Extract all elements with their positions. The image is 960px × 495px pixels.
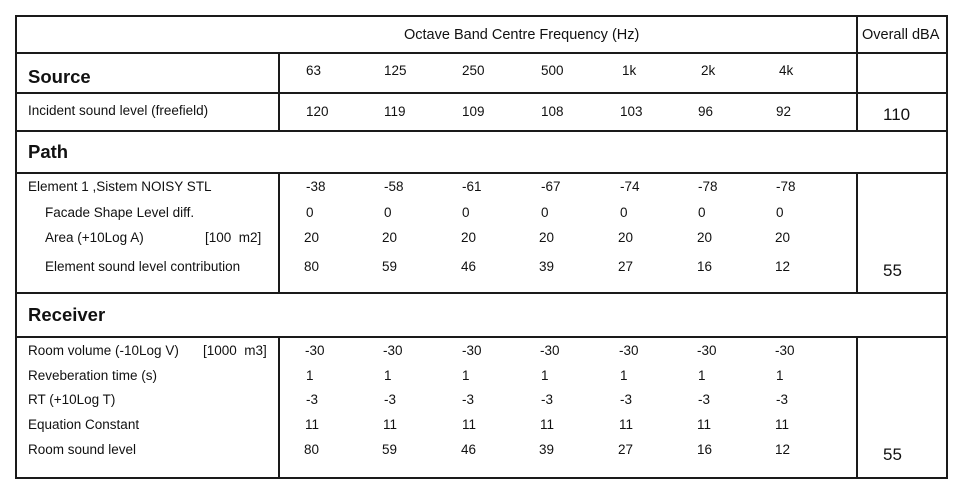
cell-value: 20 bbox=[382, 230, 398, 245]
cell-value: 16 bbox=[697, 259, 713, 274]
cell-value: -30 bbox=[462, 343, 482, 358]
row-label: Facade Shape Level diff. bbox=[45, 205, 195, 220]
cell-value: 46 bbox=[461, 442, 477, 457]
table-border-top bbox=[15, 15, 948, 17]
cell-value: 0 bbox=[462, 205, 470, 220]
cell-value: 96 bbox=[698, 104, 714, 119]
cell-value: 119 bbox=[384, 104, 406, 119]
source-overall-value: 110 bbox=[883, 105, 911, 124]
frequency-label: 500 bbox=[541, 63, 564, 78]
receiver-overall-value: 55 bbox=[883, 445, 902, 464]
row-label: Room volume (-10Log V) bbox=[28, 343, 179, 358]
row-label: Element 1 ,Sistem NOISY STL bbox=[28, 179, 212, 194]
row-label: Incident sound level (freefield) bbox=[28, 103, 209, 118]
cell-value: 0 bbox=[306, 205, 314, 220]
cell-value: 92 bbox=[776, 104, 792, 119]
cell-value: 39 bbox=[539, 442, 555, 457]
row-label: Equation Constant bbox=[28, 417, 140, 432]
row-label: Reveberation time (s) bbox=[28, 368, 158, 383]
overall-dba-title: Overall dBA bbox=[862, 27, 940, 43]
cell-value: 1 bbox=[541, 368, 549, 383]
rule-under-path-rows bbox=[15, 292, 948, 294]
cell-value: 12 bbox=[775, 442, 791, 457]
cell-value: 1 bbox=[620, 368, 628, 383]
rule-overall-col-1 bbox=[856, 52, 858, 132]
row-label: RT (+10Log T) bbox=[28, 392, 116, 407]
cell-value: -78 bbox=[776, 179, 796, 194]
cell-value: 59 bbox=[382, 442, 398, 457]
frequency-label: 1k bbox=[622, 63, 637, 78]
cell-value: 0 bbox=[384, 205, 392, 220]
table-border-bottom bbox=[15, 477, 948, 479]
cell-value: 0 bbox=[620, 205, 628, 220]
cell-value: 12 bbox=[775, 259, 791, 274]
cell-value: 120 bbox=[306, 104, 329, 119]
cell-value: -30 bbox=[383, 343, 403, 358]
cell-value: 20 bbox=[697, 230, 713, 245]
cell-value: -74 bbox=[620, 179, 640, 194]
cell-value: -38 bbox=[306, 179, 326, 194]
frequency-label: 4k bbox=[779, 63, 794, 78]
row-label: Room sound level bbox=[28, 442, 137, 457]
cell-value: -30 bbox=[697, 343, 717, 358]
rule-label-col-3 bbox=[278, 336, 280, 479]
rule-under-receiver-title bbox=[15, 336, 948, 338]
frequency-label: 2k bbox=[701, 63, 716, 78]
rule-overall-col-3 bbox=[856, 336, 858, 479]
cell-value: 1 bbox=[462, 368, 470, 383]
cell-value: 46 bbox=[461, 259, 477, 274]
cell-value: -3 bbox=[620, 392, 633, 407]
cell-value: 11 bbox=[697, 417, 712, 432]
cell-value: 0 bbox=[541, 205, 549, 220]
cell-value: -58 bbox=[384, 179, 404, 194]
row-unit: [1000 m3] bbox=[203, 343, 267, 358]
cell-value: -61 bbox=[462, 179, 482, 194]
cell-value: 20 bbox=[461, 230, 477, 245]
cell-value: -30 bbox=[619, 343, 639, 358]
table-border-left bbox=[15, 15, 17, 479]
cell-value: 20 bbox=[775, 230, 791, 245]
cell-value: -3 bbox=[541, 392, 554, 407]
cell-value: 20 bbox=[304, 230, 320, 245]
receiver-section-title: Receiver bbox=[28, 304, 106, 325]
rule-under-path-title bbox=[15, 172, 948, 174]
rule-under-source-row bbox=[15, 130, 948, 132]
rule-overall-col-0 bbox=[856, 15, 858, 54]
rule-label-col-1 bbox=[278, 52, 280, 132]
cell-value: 1 bbox=[776, 368, 784, 383]
cell-value: 39 bbox=[539, 259, 555, 274]
rule-label-col-2 bbox=[278, 172, 280, 294]
source-section-title: Source bbox=[28, 66, 91, 87]
row-label: Element sound level contribution bbox=[45, 259, 241, 274]
table-border-right bbox=[946, 15, 948, 479]
cell-value: 20 bbox=[539, 230, 555, 245]
cell-value: -30 bbox=[775, 343, 795, 358]
row-label: Area (+10Log A) bbox=[45, 230, 144, 245]
cell-value: 1 bbox=[384, 368, 392, 383]
cell-value: 11 bbox=[619, 417, 634, 432]
cell-value: 20 bbox=[618, 230, 634, 245]
cell-value: 11 bbox=[540, 417, 555, 432]
frequency-label: 250 bbox=[462, 63, 485, 78]
cell-value: 1 bbox=[698, 368, 706, 383]
cell-value: 0 bbox=[698, 205, 706, 220]
cell-value: 59 bbox=[382, 259, 398, 274]
frequency-label: 125 bbox=[384, 63, 407, 78]
cell-value: 109 bbox=[462, 104, 485, 119]
path-section-title: Path bbox=[28, 141, 69, 162]
cell-value: -78 bbox=[698, 179, 718, 194]
cell-value: 80 bbox=[304, 442, 320, 457]
cell-value: 27 bbox=[618, 259, 634, 274]
cell-value: -3 bbox=[776, 392, 789, 407]
cell-value: -30 bbox=[540, 343, 560, 358]
cell-value: 103 bbox=[620, 104, 643, 119]
rule-under-header bbox=[15, 52, 948, 54]
cell-value: -3 bbox=[384, 392, 397, 407]
cell-value: 0 bbox=[776, 205, 784, 220]
cell-value: -3 bbox=[698, 392, 711, 407]
path-overall-value: 55 bbox=[883, 261, 902, 280]
cell-value: -3 bbox=[462, 392, 475, 407]
rule-overall-col-2 bbox=[856, 172, 858, 294]
cell-value: 1 bbox=[306, 368, 314, 383]
cell-value: 16 bbox=[697, 442, 713, 457]
cell-value: 80 bbox=[304, 259, 320, 274]
cell-value: -30 bbox=[305, 343, 325, 358]
cell-value: 11 bbox=[305, 417, 320, 432]
cell-value: -3 bbox=[306, 392, 319, 407]
cell-value: 11 bbox=[383, 417, 398, 432]
rule-under-source-title bbox=[15, 92, 948, 94]
cell-value: 27 bbox=[618, 442, 634, 457]
row-unit: [100 m2] bbox=[205, 230, 262, 245]
cell-value: -67 bbox=[541, 179, 561, 194]
cell-value: 108 bbox=[541, 104, 564, 119]
cell-value: 11 bbox=[775, 417, 790, 432]
frequency-label: 63 bbox=[306, 63, 322, 78]
band-frequency-title: Octave Band Centre Frequency (Hz) bbox=[404, 27, 640, 43]
cell-value: 11 bbox=[462, 417, 477, 432]
